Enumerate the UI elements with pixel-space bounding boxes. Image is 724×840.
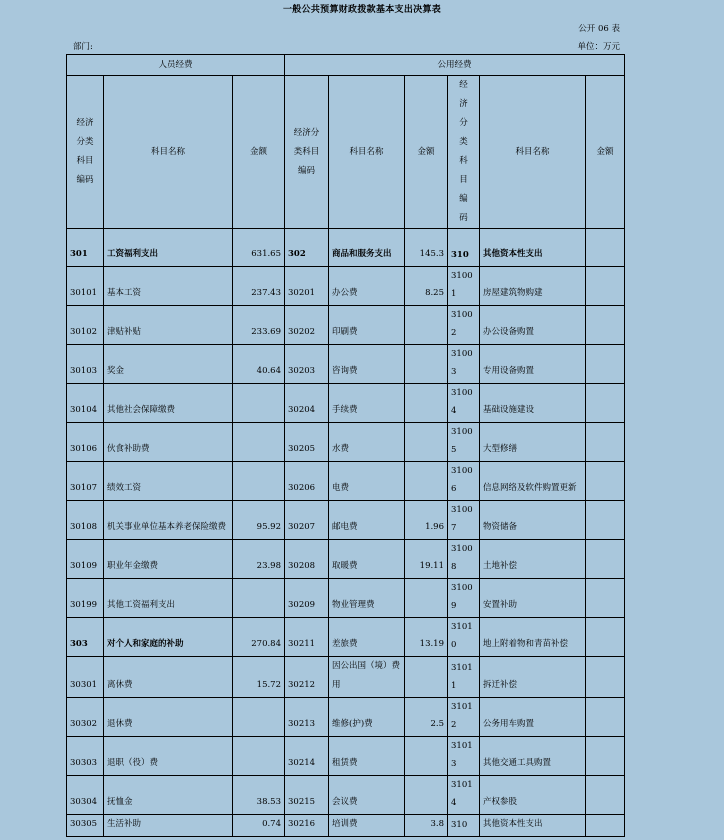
- cell-amount-capital: [586, 501, 625, 540]
- cell-name-public: 印刷费: [329, 306, 405, 345]
- cell-name-public: 商品和服务支出: [329, 229, 405, 267]
- header-name-public: 科目名称: [329, 76, 405, 229]
- cell-name-personnel: 绩效工资: [104, 462, 233, 501]
- cell-code-public: 30202: [285, 306, 329, 345]
- cell-amount-capital: [586, 657, 625, 698]
- cell-code-public: 30214: [285, 737, 329, 776]
- table-row: [67, 501, 625, 540]
- cell-name-personnel: 其他社会保障缴费: [104, 384, 233, 423]
- section-public: 公用经费: [285, 55, 625, 76]
- cell-amount-capital: [586, 776, 625, 815]
- cell-code-capital: 310: [448, 815, 480, 837]
- cell-code-capital: 31001: [448, 267, 480, 306]
- section-personnel: 人员经费: [67, 55, 285, 76]
- cell-code-capital: 31005: [448, 423, 480, 462]
- cell-code-personnel: 30304: [67, 776, 104, 815]
- cell-code-capital: 31013: [448, 737, 480, 776]
- cell-amount-capital: [586, 579, 625, 618]
- cell-name-capital: 大型修缮: [480, 423, 586, 462]
- cell-amount-personnel: [233, 384, 285, 423]
- cell-amount-capital: [586, 462, 625, 501]
- cell-code-personnel: 30102: [67, 306, 104, 345]
- cell-code-capital: 31011: [448, 657, 480, 698]
- cell-code-capital: 31006: [448, 462, 480, 501]
- cell-code-personnel: 30302: [67, 698, 104, 737]
- table-row: [67, 540, 625, 579]
- cell-amount-capital: [586, 423, 625, 462]
- cell-amount-personnel: 237.43: [233, 267, 285, 306]
- cell-code-personnel: 30104: [67, 384, 104, 423]
- cell-code-public: 302: [285, 229, 329, 267]
- table-row: [67, 776, 625, 815]
- table-row: [67, 462, 625, 501]
- cell-amount-personnel: 23.98: [233, 540, 285, 579]
- cell-name-capital: 信息网络及软件购置更新: [480, 462, 586, 501]
- cell-name-capital: 拆迁补偿: [480, 657, 586, 698]
- cell-name-personnel: 离休费: [104, 657, 233, 698]
- cell-name-capital: 安置补助: [480, 579, 586, 618]
- cell-amount-personnel: 233.69: [233, 306, 285, 345]
- cell-code-public: 30213: [285, 698, 329, 737]
- header-name-personnel: 科目名称: [104, 76, 233, 229]
- cell-name-public: 办公费: [329, 267, 405, 306]
- cell-name-personnel: 生活补助: [104, 815, 233, 837]
- cell-code-personnel: 30106: [67, 423, 104, 462]
- cell-name-public: 邮电费: [329, 501, 405, 540]
- cell-code-personnel: 30107: [67, 462, 104, 501]
- cell-name-public: 培训费: [329, 815, 405, 837]
- cell-name-personnel: 对个人和家庭的补助: [104, 618, 233, 657]
- cell-amount-public: 8.25: [405, 267, 448, 306]
- cell-amount-public: 3.8: [405, 815, 448, 837]
- cell-amount-capital: [586, 384, 625, 423]
- table-row: [67, 618, 625, 657]
- cell-amount-capital: [586, 815, 625, 837]
- cell-code-capital: 31012: [448, 698, 480, 737]
- table-row: [67, 579, 625, 618]
- cell-code-capital: 31014: [448, 776, 480, 815]
- cell-amount-personnel: 40.64: [233, 345, 285, 384]
- cell-name-public: 咨询费: [329, 345, 405, 384]
- cell-name-capital: 土地补偿: [480, 540, 586, 579]
- cell-amount-personnel: [233, 698, 285, 737]
- cell-code-capital: 31004: [448, 384, 480, 423]
- cell-code-public: 30206: [285, 462, 329, 501]
- cell-name-personnel: 基本工资: [104, 267, 233, 306]
- cell-code-public: 30203: [285, 345, 329, 384]
- expenditure-table: [66, 54, 625, 837]
- cell-code-capital: 31007: [448, 501, 480, 540]
- cell-name-public: 差旅费: [329, 618, 405, 657]
- table-row: [67, 306, 625, 345]
- cell-code-capital: 31009: [448, 579, 480, 618]
- cell-name-personnel: 工资福利支出: [104, 229, 233, 267]
- header-code-public: 经济分类科目编码: [285, 76, 329, 229]
- cell-name-public: 水费: [329, 423, 405, 462]
- cell-amount-personnel: [233, 462, 285, 501]
- form-code: 公开 06 表: [578, 24, 620, 34]
- cell-name-public: 租赁费: [329, 737, 405, 776]
- cell-code-personnel: 30108: [67, 501, 104, 540]
- cell-amount-public: [405, 384, 448, 423]
- cell-code-public: 30212: [285, 657, 329, 698]
- cell-code-personnel: 30301: [67, 657, 104, 698]
- cell-name-capital: 办公设备购置: [480, 306, 586, 345]
- cell-amount-public: [405, 423, 448, 462]
- cell-amount-personnel: 0.74: [233, 815, 285, 837]
- unit-label: 单位：万元: [577, 42, 620, 52]
- cell-amount-capital: [586, 698, 625, 737]
- cell-amount-personnel: [233, 579, 285, 618]
- cell-code-public: 30208: [285, 540, 329, 579]
- cell-code-personnel: 30103: [67, 345, 104, 384]
- column-header-row: [67, 76, 625, 229]
- cell-amount-personnel: 15.72: [233, 657, 285, 698]
- cell-name-public: 因公出国（境）费用: [329, 657, 405, 698]
- cell-amount-public: [405, 462, 448, 501]
- cell-name-personnel: 抚恤金: [104, 776, 233, 815]
- cell-name-public: 手续费: [329, 384, 405, 423]
- cell-amount-capital: [586, 345, 625, 384]
- cell-amount-capital: [586, 306, 625, 345]
- cell-name-personnel: 职业年金缴费: [104, 540, 233, 579]
- cell-amount-public: 19.11: [405, 540, 448, 579]
- cell-code-public: 30207: [285, 501, 329, 540]
- cell-name-public: 会议费: [329, 776, 405, 815]
- cell-amount-public: 145.3: [405, 229, 448, 267]
- cell-name-capital: 其他交通工具购置: [480, 737, 586, 776]
- cell-name-public: 取暖费: [329, 540, 405, 579]
- cell-code-public: 30205: [285, 423, 329, 462]
- cell-amount-capital: [586, 540, 625, 579]
- cell-code-public: 30211: [285, 618, 329, 657]
- cell-name-personnel: 其他工资福利支出: [104, 579, 233, 618]
- cell-amount-public: [405, 345, 448, 384]
- cell-name-capital: 基础设施建设: [480, 384, 586, 423]
- cell-name-personnel: 机关事业单位基本养老保险缴费: [104, 501, 233, 540]
- cell-amount-personnel: 631.65: [233, 229, 285, 267]
- cell-name-capital: 物资储备: [480, 501, 586, 540]
- cell-amount-public: [405, 737, 448, 776]
- table-row: [67, 229, 625, 267]
- cell-name-capital: 专用设备购置: [480, 345, 586, 384]
- table-row: [67, 815, 625, 837]
- table-row: [67, 657, 625, 698]
- cell-amount-public: [405, 776, 448, 815]
- cell-name-personnel: 退休费: [104, 698, 233, 737]
- cell-code-public: 30209: [285, 579, 329, 618]
- cell-name-personnel: 退职（役）费: [104, 737, 233, 776]
- cell-code-personnel: 30303: [67, 737, 104, 776]
- section-header-row: [67, 55, 625, 76]
- cell-name-personnel: 伙食补助费: [104, 423, 233, 462]
- cell-amount-public: [405, 306, 448, 345]
- cell-name-capital: 地上附着物和青苗补偿: [480, 618, 586, 657]
- cell-name-capital: 其他资本性支出: [480, 229, 586, 267]
- cell-amount-personnel: 270.84: [233, 618, 285, 657]
- header-amount-capital: 金额: [586, 76, 625, 229]
- table-row: [67, 423, 625, 462]
- cell-amount-capital: [586, 618, 625, 657]
- cell-amount-public: 1.96: [405, 501, 448, 540]
- cell-code-public: 30204: [285, 384, 329, 423]
- cell-name-capital: 其他资本性支出: [480, 815, 586, 837]
- cell-name-capital: 产权参股: [480, 776, 586, 815]
- cell-amount-public: 13.19: [405, 618, 448, 657]
- cell-name-public: 电费: [329, 462, 405, 501]
- table-row: [67, 698, 625, 737]
- cell-name-capital: 房屋建筑物购建: [480, 267, 586, 306]
- cell-code-personnel: 301: [67, 229, 104, 267]
- cell-code-personnel: 30305: [67, 815, 104, 837]
- cell-code-capital: 31003: [448, 345, 480, 384]
- table-row: [67, 267, 625, 306]
- cell-amount-capital: [586, 229, 625, 267]
- cell-code-public: 30215: [285, 776, 329, 815]
- cell-amount-capital: [586, 737, 625, 776]
- cell-amount-personnel: [233, 737, 285, 776]
- cell-name-capital: 公务用车购置: [480, 698, 586, 737]
- cell-code-capital: 31002: [448, 306, 480, 345]
- report-title: 一般公共预算财政拨款基本支出决算表: [282, 5, 442, 15]
- cell-code-capital: 310: [448, 229, 480, 267]
- cell-amount-capital: [586, 267, 625, 306]
- cell-amount-personnel: 95.92: [233, 501, 285, 540]
- cell-code-personnel: 303: [67, 618, 104, 657]
- header-name-capital: 科目名称: [480, 76, 586, 229]
- cell-code-personnel: 30101: [67, 267, 104, 306]
- cell-name-personnel: 奖金: [104, 345, 233, 384]
- table-row: [67, 345, 625, 384]
- department-label: 部门:: [73, 42, 93, 52]
- header-code-personnel: 经济分类科目编码: [67, 76, 104, 229]
- cell-amount-personnel: [233, 423, 285, 462]
- cell-name-public: 维修(护)费: [329, 698, 405, 737]
- table-row: [67, 737, 625, 776]
- header-amount-public: 金额: [405, 76, 448, 229]
- header-amount-personnel: 金额: [233, 76, 285, 229]
- cell-code-capital: 31008: [448, 540, 480, 579]
- header-code-capital: 经济分类科目编码: [448, 76, 480, 229]
- table-row: [67, 384, 625, 423]
- cell-code-capital: 31010: [448, 618, 480, 657]
- cell-name-public: 物业管理费: [329, 579, 405, 618]
- cell-code-personnel: 30199: [67, 579, 104, 618]
- cell-code-personnel: 30109: [67, 540, 104, 579]
- cell-amount-personnel: 38.53: [233, 776, 285, 815]
- cell-code-public: 30216: [285, 815, 329, 837]
- cell-code-public: 30201: [285, 267, 329, 306]
- cell-amount-public: 2.5: [405, 698, 448, 737]
- cell-amount-public: [405, 657, 448, 698]
- cell-amount-public: [405, 579, 448, 618]
- cell-name-personnel: 津贴补贴: [104, 306, 233, 345]
